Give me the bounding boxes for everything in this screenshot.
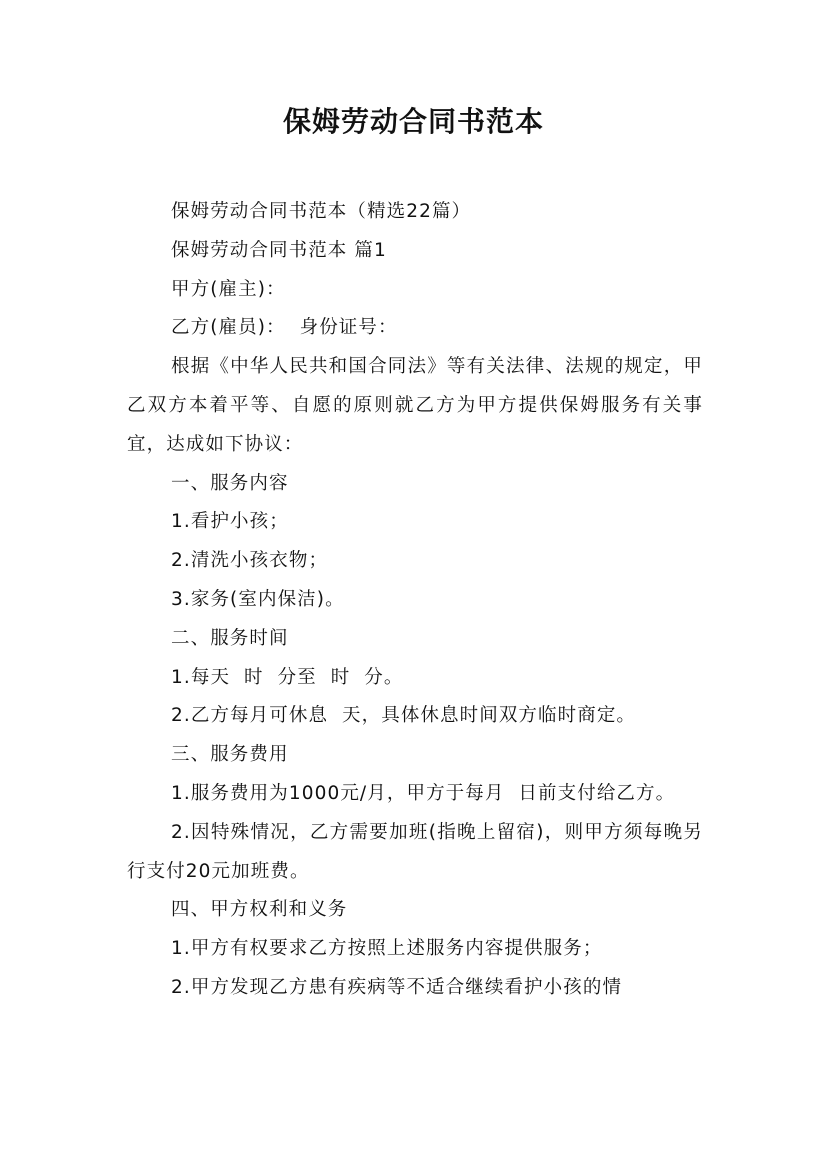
document-title: 保姆劳动合同书范本: [282, 105, 544, 138]
paragraph-clause: 2.甲方发现乙方患有疾病等不适合继续看护小孩的情: [171, 976, 623, 998]
paragraph-preamble: 根据《中华人民共和国合同法》等有关法律、法规的规定，甲乙双方本着平等、自愿的原则就乙方为甲方提供保姆服务有关事宜，达成如下协议：: [127, 356, 703, 455]
paragraph-clause: 2.乙方每月可休息 天，具体休息时间双方临时商定。: [171, 705, 637, 727]
paragraph-clause: 1.每天 时 分至 时 分。: [171, 666, 404, 688]
paragraph-party-b: 乙方(雇员)： 身份证号：: [171, 317, 398, 339]
paragraph-section-title: 保姆劳动合同书范本 篇1: [171, 239, 387, 261]
paragraph-clause: 2.因特殊情况，乙方需要加班(指晚上留宿)，则甲方须每晚另行支付20元加班费。: [127, 821, 703, 882]
paragraph-clause-heading: 一、服务内容: [171, 472, 289, 494]
paragraph-clause: 1.服务费用为1000元/月，甲方于每月 日前支付给乙方。: [171, 782, 676, 804]
paragraph-clause: 2.清洗小孩衣物；: [171, 550, 329, 572]
paragraph-clause: 3.家务(室内保洁)。: [171, 588, 345, 610]
document-body: [127, 193, 703, 1008]
paragraph-party-a: 甲方(雇主)：: [171, 278, 286, 300]
paragraph-clause-heading: 四、甲方权利和义务: [171, 899, 348, 921]
paragraph-clause: 1.看护小孩；: [171, 511, 289, 533]
paragraph-heading: 保姆劳动合同书范本（精选22篇）: [171, 201, 472, 222]
paragraph-clause: 1.甲方有权要求乙方按照上述服务内容提供服务；: [171, 938, 603, 960]
paragraph-clause-heading: 二、服务时间: [171, 627, 289, 649]
paragraph-clause-heading: 三、服务费用: [171, 744, 289, 766]
